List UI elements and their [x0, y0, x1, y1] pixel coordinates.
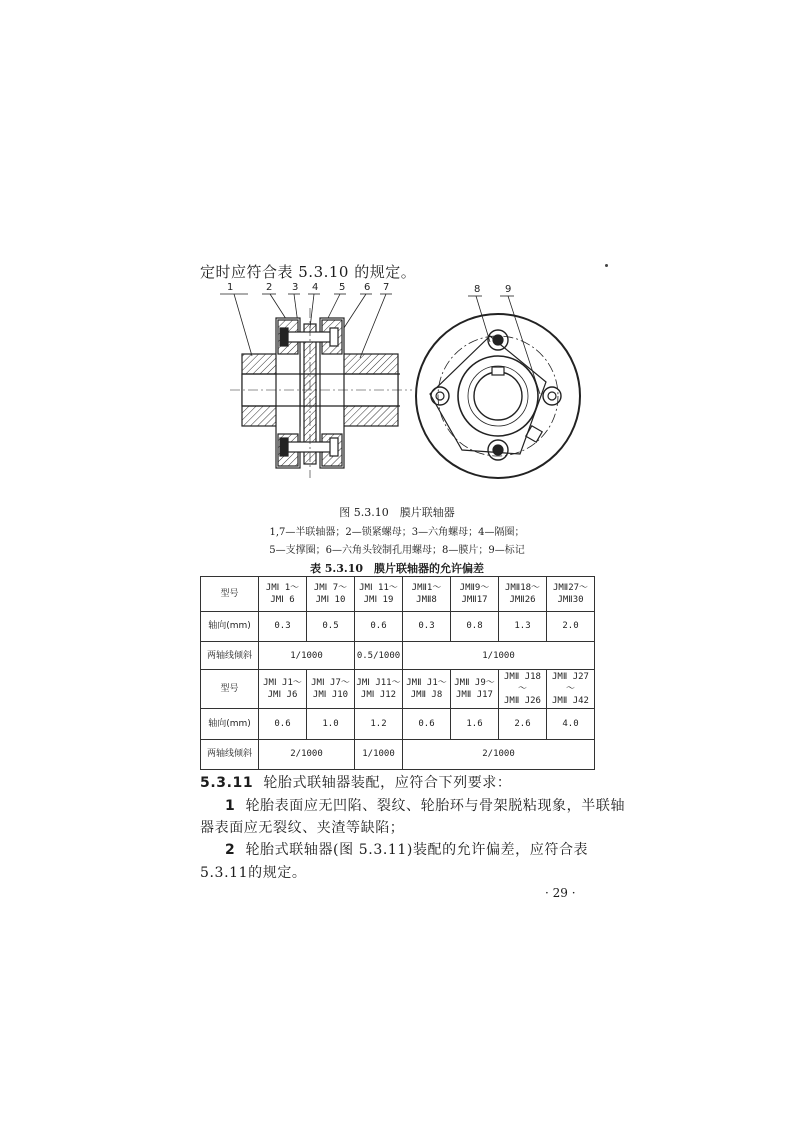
- clause-item-2: [225, 839, 588, 859]
- axial-cell: 1.0: [307, 709, 355, 739]
- model-cell: JMⅡ J27～ JMⅡ J42: [547, 670, 595, 709]
- callout-7: 7: [383, 282, 390, 293]
- tilt-cell: 2/1000: [403, 739, 595, 770]
- tilt-label-1: 两轴线倾斜: [201, 642, 259, 670]
- tolerance-table: [200, 576, 595, 770]
- axial-cell: 0.6: [355, 611, 403, 641]
- model-cell: JMⅡ27～ JMⅡ30: [547, 577, 595, 612]
- intro-text: 定时应符合表 5.3.10 的规定。: [200, 263, 417, 281]
- clause-text: 轮胎式联轴器装配，应符合下列要求：: [263, 775, 512, 791]
- speck-mark: [605, 264, 608, 267]
- callout-8: 8: [474, 284, 481, 295]
- callout-3: 3: [292, 282, 299, 293]
- model-cell: JMⅡ J1～ JMⅡ J8: [403, 670, 451, 709]
- axial-cell: 2.0: [547, 611, 595, 641]
- model-cell: JMⅠ J11～ JMⅠ J12: [355, 670, 403, 709]
- tilt-cell: 2/1000: [259, 739, 355, 770]
- model-cell: JMⅡ J18～ JMⅡ J26: [499, 670, 547, 709]
- clause-number: 5.3.11: [200, 775, 254, 791]
- axial-cell: 0.6: [259, 709, 307, 739]
- figure-caption: 图 5.3.10 膜片联轴器: [339, 506, 455, 519]
- tilt-label-2: 两轴线倾斜: [201, 739, 259, 770]
- model-cell: JMⅠ J7～ JMⅠ J10: [307, 670, 355, 709]
- model-cell: JMⅠ 11～ JMⅠ 19: [355, 577, 403, 612]
- callout-1: 1: [227, 282, 234, 293]
- axial-cell: 0.6: [403, 709, 451, 739]
- axial-label-1: 轴向(mm): [201, 611, 259, 641]
- axial-cell: 2.6: [499, 709, 547, 739]
- callout-9: 9: [505, 284, 512, 295]
- axial-cell: 1.3: [499, 611, 547, 641]
- model-label-1: 型号: [201, 577, 259, 612]
- clause-5-3-11: [200, 772, 512, 792]
- model-cell: JMⅡ1～ JMⅡ8: [403, 577, 451, 612]
- figure-legend-line1: 1,7—半联轴器；2—锁紧螺母；3—六角螺母；4—隔圈；: [269, 527, 525, 538]
- model-cell: JMⅠ 7～ JMⅠ 10: [307, 577, 355, 612]
- item-number: 2: [225, 842, 236, 858]
- axial-cell: 4.0: [547, 709, 595, 739]
- model-cell: JMⅠ J1～ JMⅠ J6: [259, 670, 307, 709]
- axial-label-2: 轴向(mm): [201, 709, 259, 739]
- clause-item-2-cont: 5.3.11的规定。: [200, 865, 307, 881]
- clause-item-1: [225, 795, 625, 815]
- item-text: 轮胎表面应无凹陷、裂纹、轮胎环与骨架脱粘现象，半联轴: [245, 798, 626, 814]
- model-cell: JMⅠ 1～ JMⅠ 6: [259, 577, 307, 612]
- tilt-cell: 1/1000: [403, 642, 595, 670]
- model-cell: JMⅡ18～ JMⅡ26: [499, 577, 547, 612]
- axial-cell: 0.3: [403, 611, 451, 641]
- item-number: 1: [225, 798, 236, 814]
- item-text: 轮胎式联轴器(图 5.3.11)装配的允许偏差，应符合表: [245, 842, 589, 858]
- axial-cell: 1.2: [355, 709, 403, 739]
- axial-cell: 0.8: [451, 611, 499, 641]
- tilt-cell: 1/1000: [259, 642, 355, 670]
- figure-legend-line2: 5—支撑圈；6—六角头铰制孔用螺母；8—膜片；9—标记: [269, 545, 525, 556]
- page-number: · 29 ·: [545, 886, 576, 900]
- model-label-2: 型号: [201, 670, 259, 709]
- tilt-cell: 0.5/1000: [355, 642, 403, 670]
- callout-5: 5: [339, 282, 346, 293]
- coupling-figure: [200, 278, 600, 500]
- axial-cell: 0.3: [259, 611, 307, 641]
- table-caption: 表 5.3.10 膜片联轴器的允许偏差: [309, 562, 485, 575]
- model-cell: JMⅡ J9～ JMⅡ J17: [451, 670, 499, 709]
- callout-4: 4: [312, 282, 319, 293]
- callout-6: 6: [364, 282, 371, 293]
- axial-cell: 0.5: [307, 611, 355, 641]
- tilt-cell: 1/1000: [355, 739, 403, 770]
- axial-cell: 1.6: [451, 709, 499, 739]
- model-cell: JMⅡ9～ JMⅡ17: [451, 577, 499, 612]
- clause-item-1-cont: 器表面应无裂纹、夹渣等缺陷；: [200, 820, 405, 836]
- callout-2: 2: [266, 282, 273, 293]
